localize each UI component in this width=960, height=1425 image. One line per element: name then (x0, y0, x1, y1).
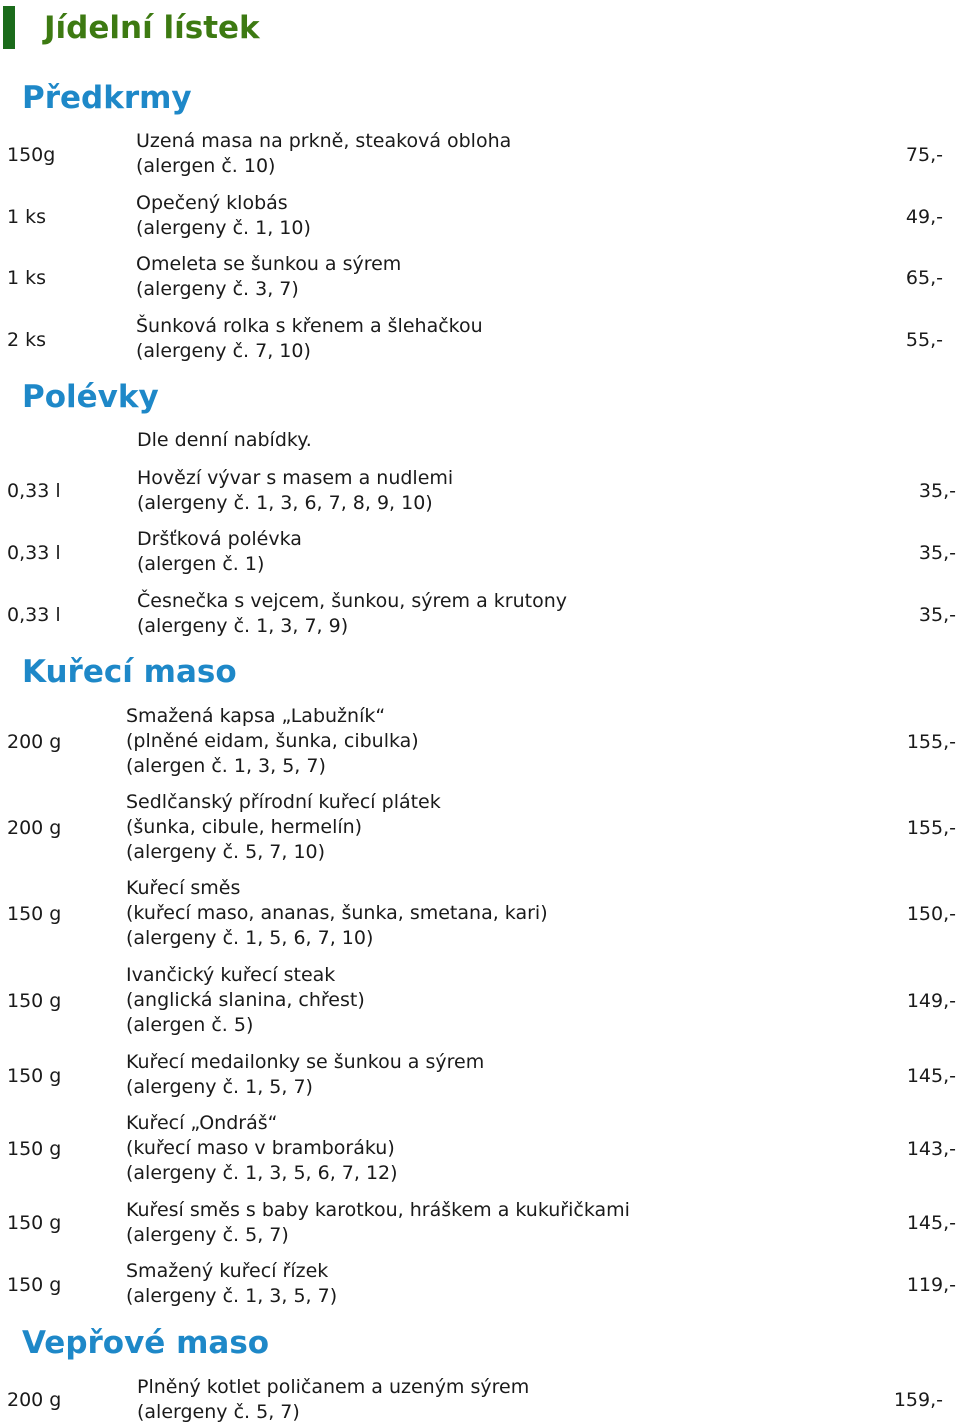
item-name: Opečený klobás (136, 192, 288, 214)
page-title-bar (3, 6, 15, 49)
item-description (136, 252, 401, 302)
item-quantity: 0,33 l (7, 480, 61, 502)
item-description (126, 876, 548, 951)
item-quantity: 200 g (7, 817, 62, 839)
item-quantity: 200 g (7, 731, 62, 753)
item-name: Kuřecí medailonky se šunkou a sýrem (126, 1051, 485, 1073)
item-description (126, 1259, 337, 1309)
item-price: 159,- (893, 1389, 943, 1411)
item-quantity: 150 g (7, 1212, 62, 1234)
item-description (137, 527, 302, 577)
item-allergens: (alergeny č. 1, 3, 7, 9) (137, 615, 349, 637)
item-description (126, 1111, 398, 1186)
item-description (137, 1375, 529, 1425)
item-quantity: 1 ks (7, 267, 47, 289)
item-allergens: (alergen č. 1, 3, 5, 7) (126, 755, 326, 777)
item-price: 55,- (905, 329, 943, 351)
item-detail: (šunka, cibule, hermelín) (126, 816, 363, 838)
section-heading-kureci: Kuřecí maso (22, 654, 237, 690)
item-price: 65,- (905, 267, 943, 289)
item-price: 145,- (906, 1065, 956, 1087)
item-description (136, 129, 511, 179)
item-description (126, 704, 419, 779)
item-allergens: (alergeny č. 5, 7) (137, 1401, 300, 1423)
item-name: Ivančický kuřecí steak (126, 964, 336, 986)
item-allergens: (alergeny č. 5, 7) (126, 1224, 289, 1246)
item-price: 150,- (906, 903, 956, 925)
item-quantity: 1 ks (7, 206, 47, 228)
item-description (126, 790, 441, 865)
item-name: Smažený kuřecí řízek (126, 1260, 329, 1282)
item-quantity: 150 g (7, 1065, 62, 1087)
item-name: Plněný kotlet poličanem a uzeným sýrem (137, 1376, 530, 1398)
item-name: Smažená kapsa „Labužník“ (126, 705, 386, 727)
item-name: Kuřecí „Ondráš“ (126, 1112, 278, 1134)
item-description (136, 191, 311, 241)
item-price: 155,- (906, 817, 956, 839)
item-detail: (plněné eidam, šunka, cibulka) (126, 730, 419, 752)
item-description (126, 1198, 630, 1248)
item-name: Dršťková polévka (137, 528, 302, 550)
item-detail: (kuřecí maso v bramboráku) (126, 1137, 395, 1159)
item-description (137, 466, 453, 516)
item-price: 75,- (905, 144, 943, 166)
item-allergens: (alergen č. 1) (137, 553, 265, 575)
item-description (126, 963, 365, 1038)
item-description (137, 589, 567, 639)
item-detail: (kuřecí maso, ananas, šunka, smetana, kari) (126, 902, 548, 924)
item-allergens: (alergeny č. 1, 5, 6, 7, 10) (126, 927, 374, 949)
item-allergens: (alergeny č. 5, 7, 10) (126, 841, 326, 863)
item-allergens: (alergeny č. 7, 10) (136, 340, 311, 362)
item-price: 35,- (918, 542, 956, 564)
page-title: Jídelní lístek (44, 10, 260, 46)
item-allergens: (alergen č. 10) (136, 155, 276, 177)
item-allergens: (alergeny č. 1, 5, 7) (126, 1076, 313, 1098)
item-quantity: 150 g (7, 990, 62, 1012)
item-quantity: 2 ks (7, 329, 47, 351)
item-quantity: 150g (7, 144, 56, 166)
item-quantity: 0,33 l (7, 542, 61, 564)
item-name: Uzená masa na prkně, steaková obloha (136, 130, 512, 152)
item-price: 119,- (906, 1274, 956, 1296)
item-name: Šunková rolka s křenem a šlehačkou (136, 315, 483, 337)
item-quantity: 200 g (7, 1389, 62, 1411)
item-allergens: (alergeny č. 3, 7) (136, 278, 299, 300)
soup-note: Dle denní nabídky. (137, 429, 312, 451)
item-detail: (anglická slanina, chřest) (126, 989, 365, 1011)
item-price: 35,- (918, 604, 956, 626)
item-name: Hovězí vývar s masem a nudlemi (137, 467, 454, 489)
section-heading-predkrmy: Předkrmy (22, 80, 192, 116)
section-heading-veprove: Vepřové maso (22, 1325, 270, 1361)
item-name: Kuřesí směs s baby karotkou, hráškem a kukuřičkami (126, 1199, 630, 1221)
item-allergens: (alergeny č. 1, 3, 5, 6, 7, 12) (126, 1162, 398, 1184)
item-allergens: (alergeny č. 1, 3, 6, 7, 8, 9, 10) (137, 492, 433, 514)
item-name: Česnečka s vejcem, šunkou, sýrem a krutony (137, 590, 567, 612)
item-price: 155,- (906, 731, 956, 753)
item-allergens: (alergeny č. 1, 10) (136, 217, 311, 239)
item-name: Omeleta se šunkou a sýrem (136, 253, 402, 275)
item-description (126, 1050, 484, 1100)
item-name: Kuřecí směs (126, 877, 241, 899)
item-price: 149,- (906, 990, 956, 1012)
item-quantity: 150 g (7, 903, 62, 925)
item-price: 143,- (906, 1138, 956, 1160)
item-price: 49,- (905, 206, 943, 228)
item-quantity: 0,33 l (7, 604, 61, 626)
item-name: Sedlčanský přírodní kuřecí plátek (126, 791, 441, 813)
item-allergens: (alergeny č. 1, 3, 5, 7) (126, 1285, 338, 1307)
item-price: 35,- (918, 480, 956, 502)
item-quantity: 150 g (7, 1274, 62, 1296)
section-heading-polevky: Polévky (22, 379, 159, 415)
item-description (136, 314, 483, 364)
item-allergens: (alergen č. 5) (126, 1014, 254, 1036)
item-price: 145,- (906, 1212, 956, 1234)
item-quantity: 150 g (7, 1138, 62, 1160)
